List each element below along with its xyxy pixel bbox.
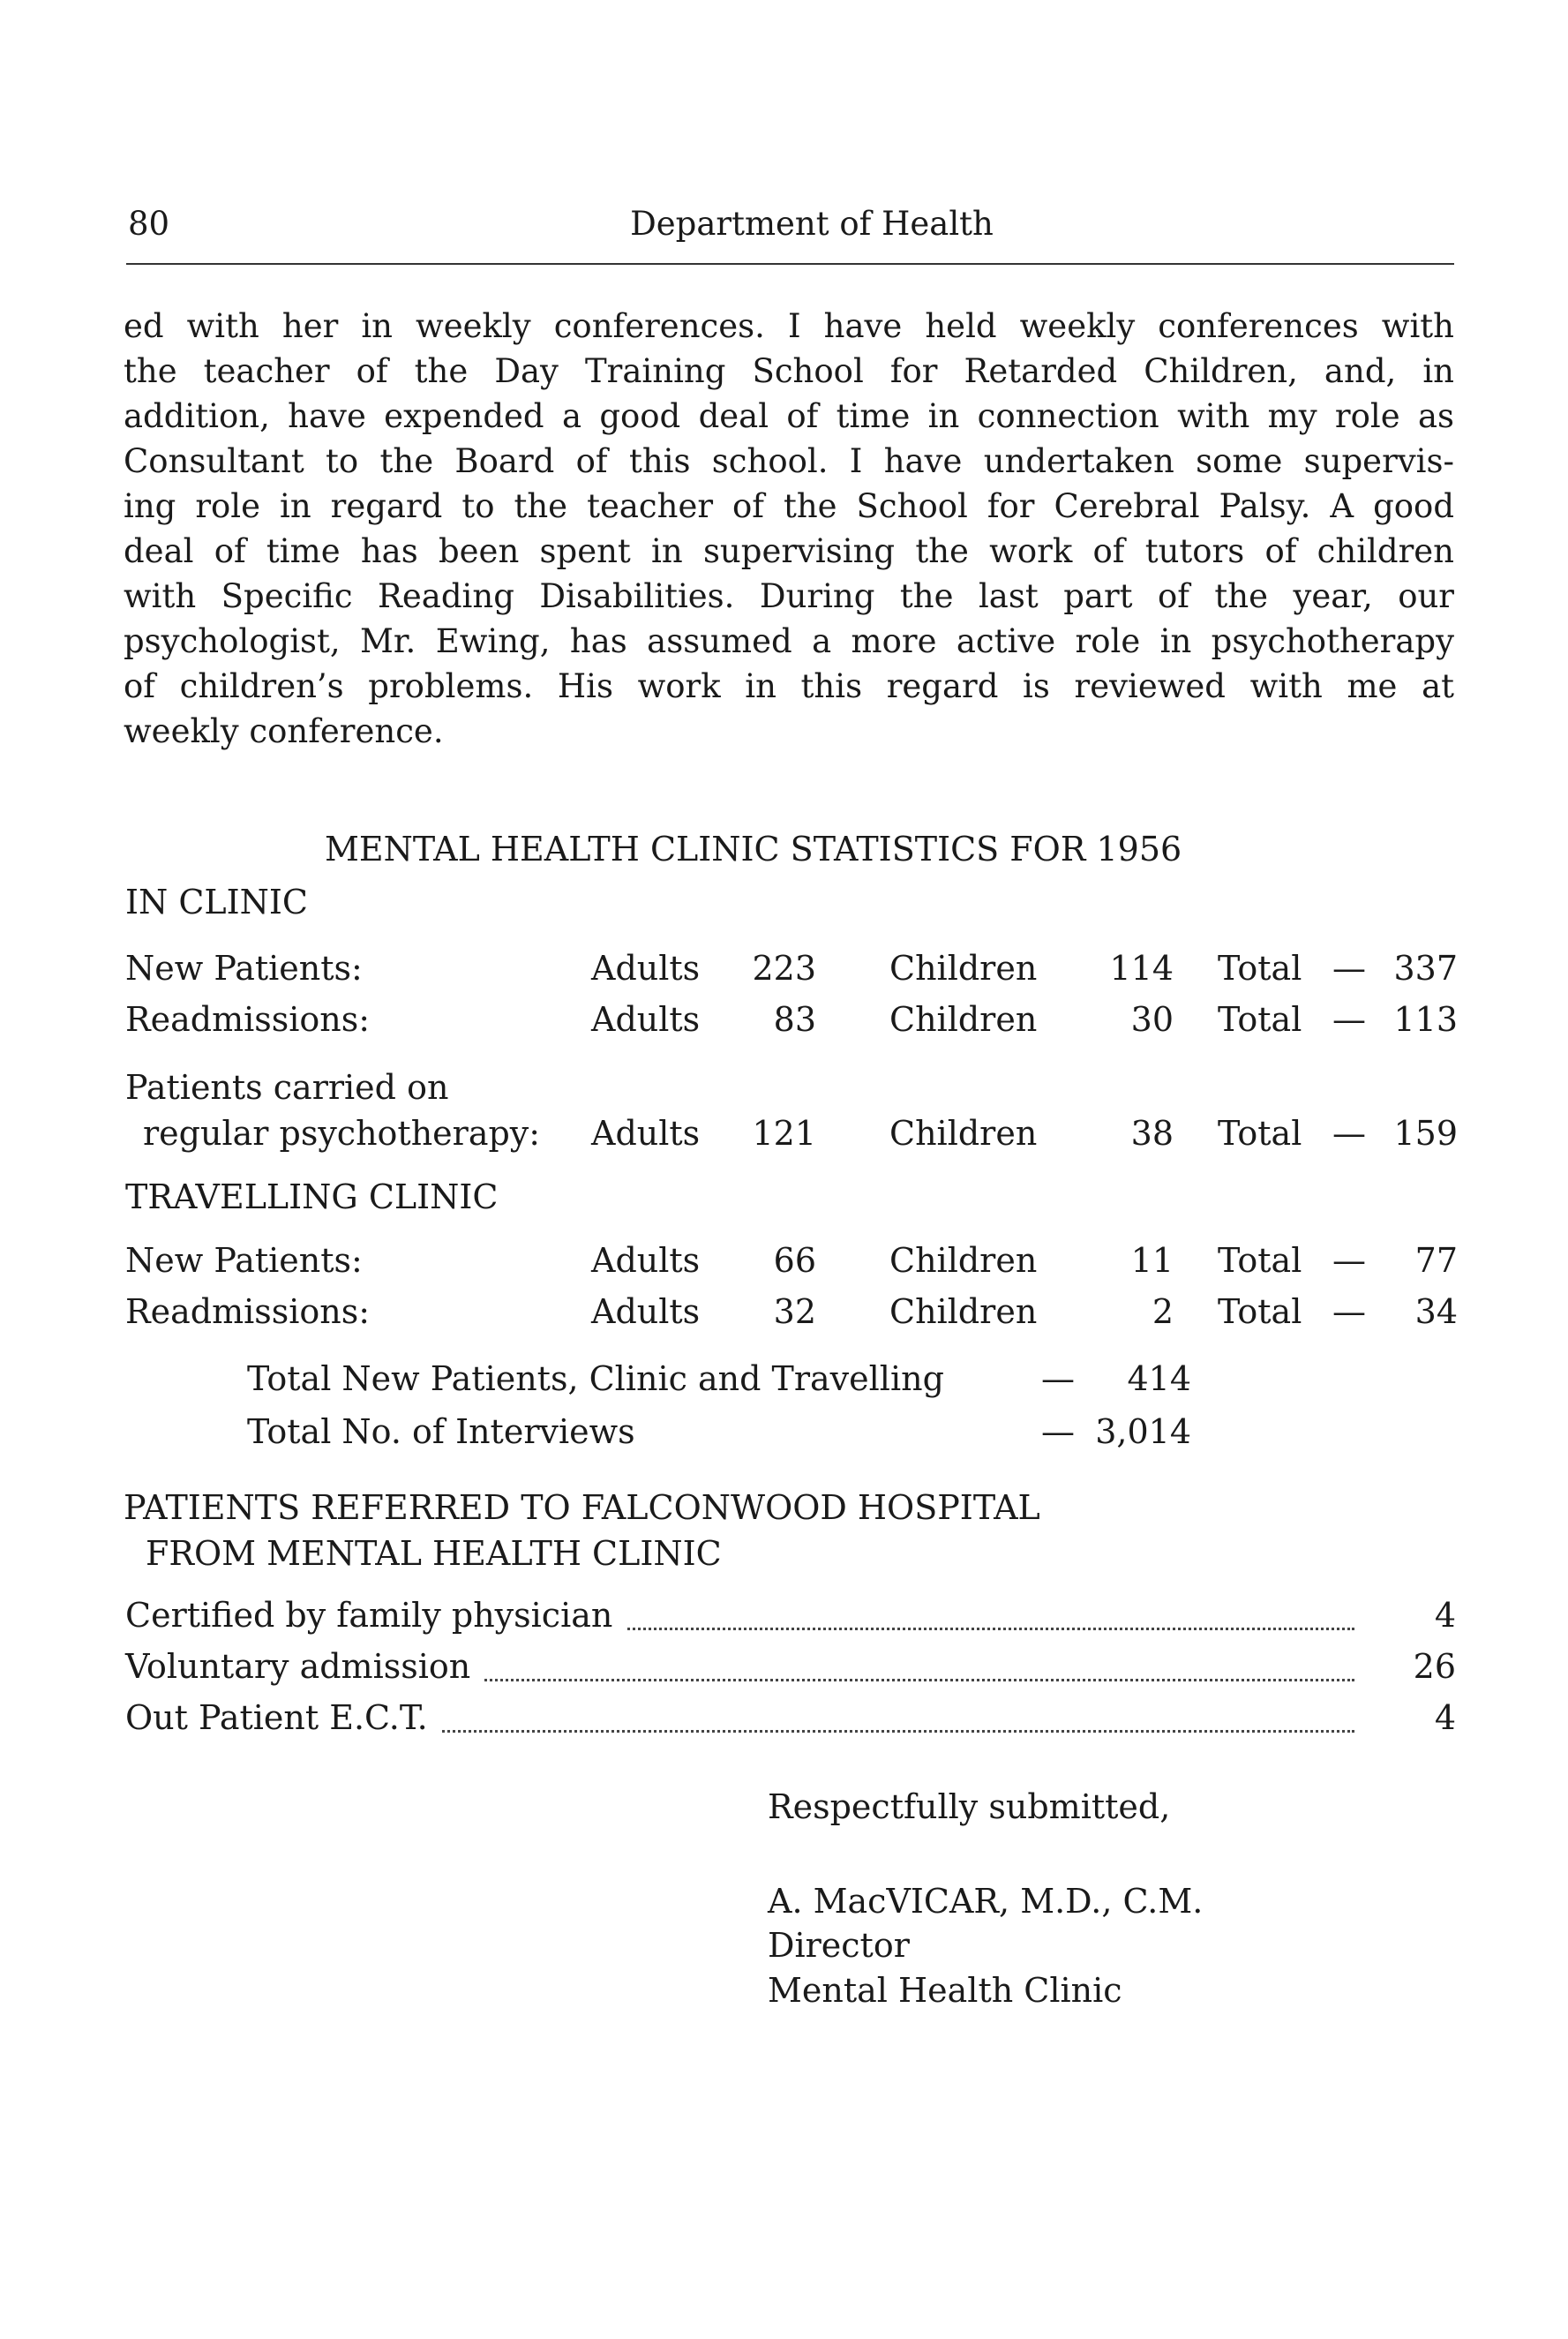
summary-dash: — (1041, 1412, 1075, 1451)
page-number: 80 (128, 205, 170, 243)
summary-label: Total No. of Interviews (247, 1412, 635, 1451)
total-label: Total (1218, 949, 1302, 988)
total-dash: — (1332, 949, 1366, 988)
total-dash: — (1332, 1000, 1366, 1039)
referral-label: Certified by family physician (125, 1596, 625, 1635)
total-label: Total (1218, 1114, 1302, 1153)
table-row (124, 1068, 1456, 1112)
paragraph-line: the teacher of the Day Training School for Retarded Children, and, in (124, 352, 1454, 390)
children-label: Children (889, 1292, 1038, 1331)
referral-row (124, 1647, 1456, 1691)
total-value: 34 (1414, 1292, 1458, 1331)
summary-value: 414 (1127, 1359, 1191, 1398)
table-row (124, 1000, 1456, 1044)
adults-label: Adults (591, 1114, 701, 1153)
summary-label: Total New Patients, Clinic and Travelling (247, 1359, 944, 1398)
referral-label: Voluntary admission (125, 1647, 483, 1686)
children-value: 114 (1109, 949, 1174, 988)
row-label: New Patients: (125, 1241, 363, 1280)
paragraph-line: deal of time has been spent in supervising the work of tutors of children (124, 532, 1454, 570)
paragraph-line: addition, have expended a good deal of time in connection with my role as (124, 397, 1454, 435)
signature-role: Director (768, 1926, 910, 1965)
total-value: 337 (1393, 949, 1458, 988)
adults-label: Adults (591, 1000, 701, 1039)
row-label: New Patients: (125, 949, 363, 988)
referrals-heading: PATIENTS REFERRED TO FALCONWOOD HOSPITAL (124, 1488, 1040, 1527)
summary-value: 3,014 (1095, 1412, 1191, 1451)
referral-row (124, 1596, 1456, 1640)
header-rule (126, 263, 1454, 265)
statistics-title: MENTAL HEALTH CLINIC STATISTICS FOR 1956 (325, 830, 1182, 869)
paragraph-line: with Specific Reading Disabilities. During the last part of the year, our (124, 577, 1454, 615)
table-row (124, 1292, 1456, 1336)
children-value: 38 (1130, 1114, 1174, 1153)
paragraph-line: Consultant to the Board of this school. I have undertaken some supervis- (124, 442, 1454, 480)
summary-dash: — (1041, 1359, 1075, 1398)
paragraph-line: psychologist, Mr. Ewing, has assumed a more active role in psychotherapy (124, 622, 1454, 660)
table-row (124, 1241, 1456, 1285)
page-header (124, 205, 1456, 258)
total-dash: — (1332, 1241, 1366, 1280)
total-value: 159 (1393, 1114, 1458, 1153)
referral-row (124, 1698, 1456, 1742)
children-label: Children (889, 949, 1038, 988)
total-value: 113 (1393, 1000, 1458, 1039)
referral-label: Out Patient E.C.T. (125, 1698, 440, 1737)
paragraph-line: of children’s problems. His work in this regard is reviewed with me at (124, 667, 1454, 705)
summary-total-row (247, 1359, 1191, 1403)
referral-value: 4 (1434, 1698, 1456, 1737)
adults-value: 121 (752, 1114, 816, 1153)
paragraph-line: ed with her in weekly conferences. I have held weekly conferences with (124, 307, 1454, 345)
total-label: Total (1218, 1241, 1302, 1280)
travelling-clinic-heading: TRAVELLING CLINIC (125, 1177, 499, 1216)
in-clinic-heading: IN CLINIC (125, 883, 308, 921)
table-row (124, 949, 1456, 993)
adults-value: 32 (773, 1292, 816, 1331)
total-label: Total (1218, 1000, 1302, 1039)
row-label: regular psychotherapy: (143, 1114, 541, 1153)
summary-total-row (247, 1412, 1191, 1456)
adults-value: 66 (773, 1241, 816, 1280)
adults-label: Adults (591, 949, 701, 988)
paragraph-line: weekly conference. (124, 712, 444, 750)
children-value: 30 (1130, 1000, 1174, 1039)
adults-label: Adults (591, 1241, 701, 1280)
children-label: Children (889, 1114, 1038, 1153)
adults-label: Adults (591, 1292, 701, 1331)
paragraph-line: ing role in regard to the teacher of the School for Cerebral Palsy. A good (124, 487, 1454, 525)
total-label: Total (1218, 1292, 1302, 1331)
running-title: Department of Health (630, 205, 994, 243)
row-label: Readmissions: (125, 1000, 371, 1039)
referral-value: 26 (1413, 1647, 1456, 1686)
table-row (124, 1114, 1456, 1158)
children-label: Children (889, 1241, 1038, 1280)
body-paragraph (124, 304, 1454, 754)
adults-value: 223 (752, 949, 816, 988)
children-label: Children (889, 1000, 1038, 1039)
referrals-subheading: FROM MENTAL HEALTH CLINIC (146, 1534, 722, 1573)
adults-value: 83 (773, 1000, 816, 1039)
children-value: 11 (1130, 1241, 1174, 1280)
signature-name: A. MacVICAR, M.D., C.M. (768, 1882, 1204, 1921)
signature-closing: Respectfully submitted, (768, 1787, 1171, 1826)
total-dash: — (1332, 1292, 1366, 1331)
total-value: 77 (1414, 1241, 1458, 1280)
children-value: 2 (1152, 1292, 1174, 1331)
signature-organization: Mental Health Clinic (768, 1971, 1122, 2010)
row-label: Readmissions: (125, 1292, 371, 1331)
total-dash: — (1332, 1114, 1366, 1153)
row-label: Patients carried on (125, 1068, 449, 1107)
referral-value: 4 (1434, 1596, 1456, 1635)
